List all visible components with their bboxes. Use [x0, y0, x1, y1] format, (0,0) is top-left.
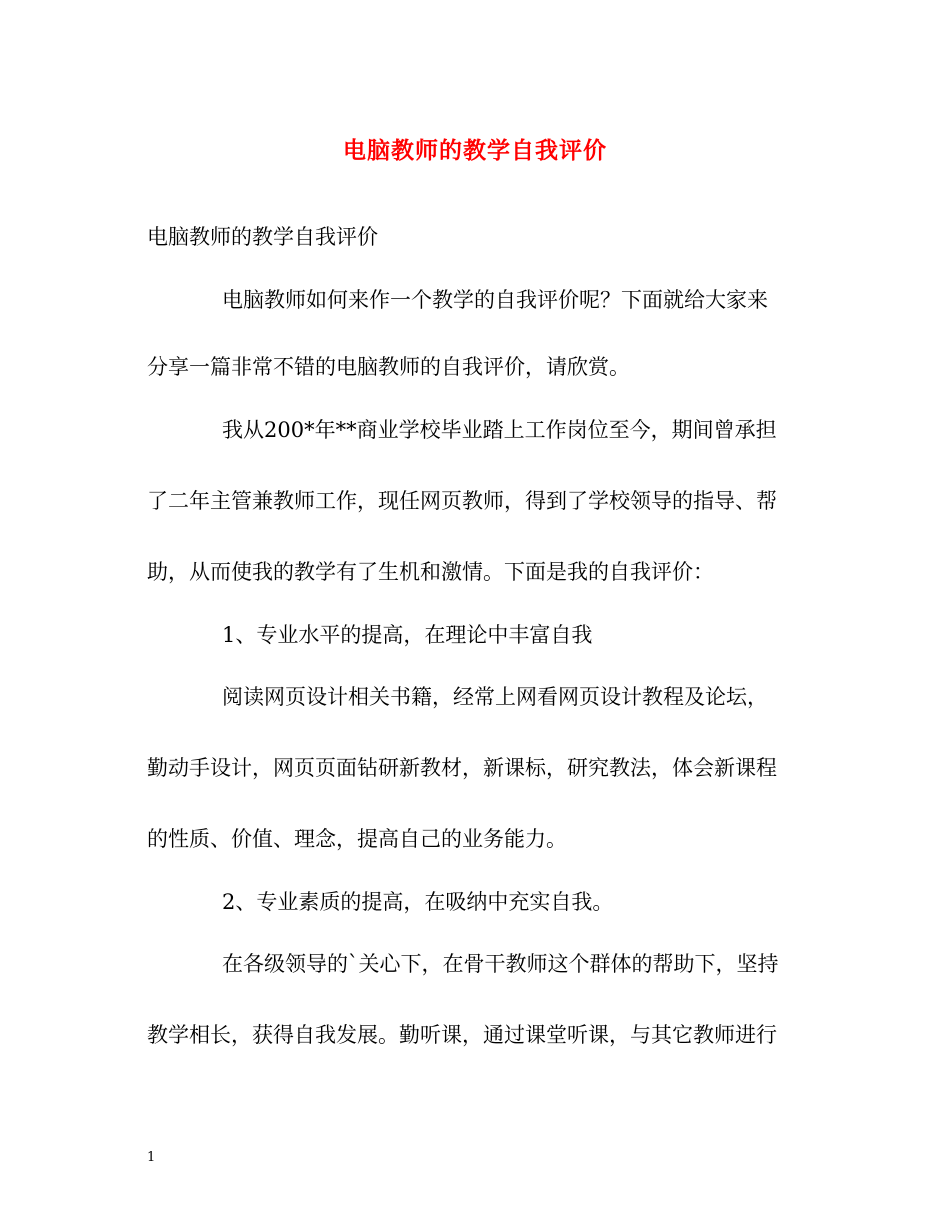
section-heading: 2、专业素质的提高，在吸纳中充实自我。 — [222, 890, 614, 914]
paragraph-line: 的性质、价值、理念，提高自己的业务能力。 — [147, 827, 567, 851]
section-heading: 1、专业水平的提高，在理论中丰富自我 — [222, 623, 593, 647]
paragraph-line: 在各级领导的`关心下，在骨干教师这个群体的帮助下，坚持 — [222, 952, 779, 976]
paragraph-line: 阅读网页设计相关书籍，经常上网看网页设计教程及论坛， — [222, 685, 768, 709]
subtitle-line: 电脑教师的教学自我评价 — [147, 225, 378, 249]
document-title: 电脑教师的教学自我评价 — [343, 137, 607, 164]
paragraph-line: 分享一篇非常不错的电脑教师的自我评价，请欣赏。 — [147, 355, 630, 379]
paragraph-line: 勤动手设计，网页页面钻研新教材，新课标，研究教法，体会新课程 — [147, 756, 777, 780]
paragraph-line: 助，从而使我的教学有了生机和激情。下面是我的自我评价： — [147, 560, 714, 584]
paragraph-line: 电脑教师如何来作一个教学的自我评价呢？下面就给大家来 — [222, 288, 768, 312]
paragraph-line: 了二年主管兼教师工作，现任网页教师，得到了学校领导的指导、帮 — [147, 489, 777, 513]
paragraph-line: 我从200*年**商业学校毕业踏上工作岗位至今，期间曾承担 — [222, 418, 777, 442]
page-number: 1 — [147, 1150, 156, 1165]
paragraph-line: 教学相长，获得自我发展。勤听课，通过课堂听课，与其它教师进行 — [147, 1023, 777, 1047]
